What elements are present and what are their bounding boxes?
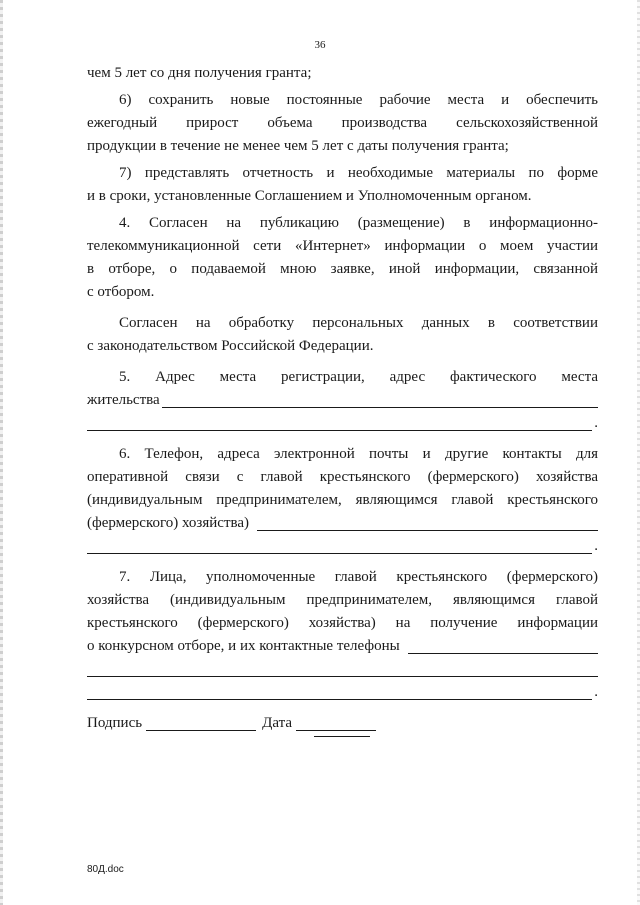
contacts-field <box>87 512 598 535</box>
authorized-persons-input-line-2[interactable] <box>87 659 598 677</box>
scan-edge-left <box>0 0 3 905</box>
paragraph-address <box>87 366 598 435</box>
document-body <box>87 62 598 735</box>
text-line: 4. Согласен на публикацию (размещение) в информационно- <box>119 215 598 231</box>
address-field <box>87 389 598 412</box>
end-of-document-rule <box>314 736 370 737</box>
authorized-persons-input-line[interactable] <box>408 636 598 654</box>
paragraph-consent-personal-data <box>87 312 598 358</box>
period: . <box>594 538 598 554</box>
text-line: 6) сохранить новые постоянные рабочие места и обеспечить <box>119 92 598 108</box>
page-number: 36 <box>314 39 326 51</box>
authorized-persons-label: о конкурсном отборе, и их контактные телефоны <box>87 638 400 654</box>
text-line: и в сроки, установленные Соглашением и Уполномоченным органом. <box>87 188 532 204</box>
period: . <box>594 684 598 700</box>
text-line: телекоммуникационной сети «Интернет» информации о моем участии <box>87 238 598 254</box>
text-line: ежегодный прирост объема производства сельскохозяйственной <box>87 115 598 131</box>
text-line: оперативной связи с главой крестьянского (фермерского) хозяйства <box>87 469 598 485</box>
contacts-continuation <box>87 535 598 558</box>
text-line: крестьянского (фермерского) хозяйства) на получение информации <box>87 615 598 631</box>
paragraph-authorized-persons <box>87 566 598 704</box>
text-line: 7) представлять отчетность и необходимые материалы по форме <box>119 165 598 181</box>
address-input-line[interactable] <box>162 390 598 408</box>
signature-input-line[interactable] <box>146 713 256 731</box>
address-label: жительства <box>87 392 160 408</box>
authorized-persons-input-line-3[interactable] <box>87 682 592 700</box>
date-input-line[interactable] <box>296 713 376 731</box>
text-line: чем 5 лет со дня получения гранта; <box>87 65 312 81</box>
authorized-persons-continuation-2 <box>87 681 598 704</box>
paragraph-contacts <box>87 443 598 558</box>
text-line: 7. Лица, уполномоченные главой крестьянского (фермерского) <box>119 569 598 585</box>
text-line: 5. Адрес места регистрации, адрес фактического места <box>119 369 598 385</box>
authorized-persons-continuation <box>87 658 598 681</box>
text-line: хозяйства (индивидуальным предпринимателем, являющимся главой <box>87 592 598 608</box>
text-line: с законодательством Российской Федерации. <box>87 338 374 354</box>
text-line: Согласен на обработку персональных данных в соответствии <box>119 315 598 331</box>
text-line: в отборе, о подаваемой мною заявке, иной информации, связанной <box>87 261 598 277</box>
contacts-input-line-2[interactable] <box>87 536 592 554</box>
signature-label: Подпись <box>87 715 143 731</box>
contacts-label: (фермерского) хозяйства) <box>87 515 250 531</box>
address-input-line-2[interactable] <box>87 413 592 431</box>
authorized-persons-field <box>87 635 598 658</box>
paragraph-item-6 <box>87 89 598 158</box>
date-label: Дата <box>262 715 292 731</box>
paragraph-consent-publication <box>87 212 598 304</box>
footer-filename: 80Д.doc <box>87 864 124 875</box>
text-line: 6. Телефон, адреса электронной почты и другие контакты для <box>119 446 598 462</box>
paragraph-item-7 <box>87 162 598 208</box>
signature-row <box>87 712 598 735</box>
text-line: продукции в течение не менее чем 5 лет с даты получения гранта; <box>87 138 509 154</box>
text-line: (индивидуальным предпринимателем, являющимся главой крестьянского <box>87 492 598 508</box>
period: . <box>594 415 598 431</box>
address-continuation <box>87 412 598 435</box>
contacts-input-line[interactable] <box>257 513 598 531</box>
text-line: с отбором. <box>87 284 155 300</box>
